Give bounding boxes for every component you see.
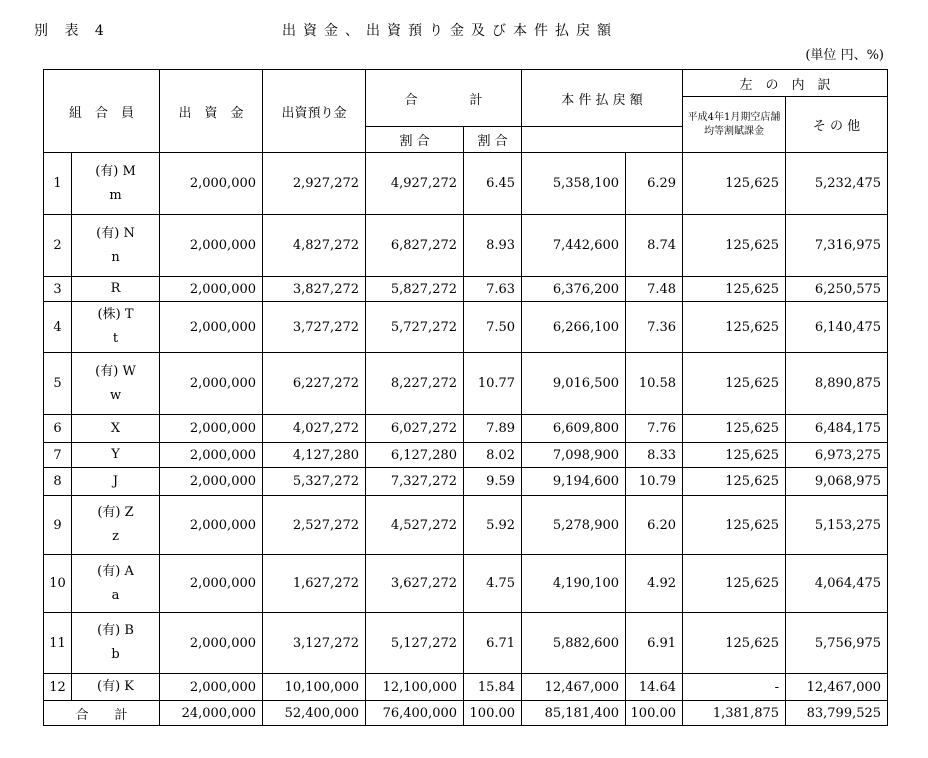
header-contribution: 出 資 金 xyxy=(160,70,263,153)
deposit-cell: 4,027,272 xyxy=(263,415,366,443)
total-ratio-cell: 9.59 xyxy=(464,468,522,496)
deposit-cell: 2,527,272 xyxy=(263,496,366,555)
contribution-cell: 2,000,000 xyxy=(160,496,263,555)
member-sub-letter: a xyxy=(111,587,120,603)
row-number: 12 xyxy=(44,674,72,701)
total-cell: 12,100,000 xyxy=(366,674,464,701)
refund-cell: 7,442,600 xyxy=(522,215,626,277)
table-row xyxy=(44,468,888,496)
totals-special-subsidy: 1,381,875 xyxy=(683,701,786,726)
table-row xyxy=(44,277,888,302)
row-number: 11 xyxy=(44,613,72,674)
header-special-subsidy: 平成4年1月期空店舗均等割賦課金 xyxy=(683,97,786,153)
refund-ratio-cell: 6.20 xyxy=(626,496,683,555)
totals-other: 83,799,525 xyxy=(786,701,888,726)
other-cell: 12,467,000 xyxy=(786,674,888,701)
refund-ratio-cell: 6.91 xyxy=(626,613,683,674)
member-letter: J xyxy=(112,473,119,489)
refund-ratio-cell: 7.76 xyxy=(626,415,683,443)
total-cell: 8,227,272 xyxy=(366,353,464,415)
member-name xyxy=(72,277,160,302)
member-sub-letter: w xyxy=(109,387,122,403)
total-ratio-cell: 7.50 xyxy=(464,302,522,353)
company-type: (有) xyxy=(97,623,121,638)
special-subsidy-cell: 125,625 xyxy=(683,555,786,613)
deposit-cell: 4,827,272 xyxy=(263,215,366,277)
other-cell: 5,232,475 xyxy=(786,153,888,215)
member-name xyxy=(72,613,160,674)
totals-refund-ratio: 100.00 xyxy=(626,701,683,726)
row-number: 7 xyxy=(44,443,72,468)
total-ratio-cell: 7.89 xyxy=(464,415,522,443)
member-letter: A xyxy=(124,563,134,579)
row-number: 4 xyxy=(44,302,72,353)
total-cell: 6,127,280 xyxy=(366,443,464,468)
member-letter: R xyxy=(110,281,121,296)
refund-cell: 12,467,000 xyxy=(522,674,626,701)
table-row xyxy=(44,215,888,277)
member-name xyxy=(72,153,160,215)
member-sub-letter: z xyxy=(112,529,119,544)
other-cell: 6,250,575 xyxy=(786,277,888,302)
total-ratio-cell: 10.77 xyxy=(464,353,522,415)
table-row xyxy=(44,674,888,701)
special-subsidy-cell: 125,625 xyxy=(683,415,786,443)
header-refund: 本 件 払 戻 額 xyxy=(522,70,683,127)
refund-ratio-cell: 6.29 xyxy=(626,153,683,215)
total-cell: 4,927,272 xyxy=(366,153,464,215)
company-type: (有) xyxy=(97,563,121,579)
deposit-cell: 10,100,000 xyxy=(263,674,366,701)
table-row xyxy=(44,302,888,353)
total-cell: 6,827,272 xyxy=(366,215,464,277)
unit-note: (単位 円、%) xyxy=(805,48,884,63)
refund-cell: 9,194,600 xyxy=(522,468,626,496)
header-refund-ratio: 割 合 xyxy=(464,127,522,153)
member-name xyxy=(72,215,160,277)
refund-cell: 6,609,800 xyxy=(522,415,626,443)
deposit-cell: 6,227,272 xyxy=(263,353,366,415)
refund-ratio-cell: 10.58 xyxy=(626,353,683,415)
other-cell: 7,316,975 xyxy=(786,215,888,277)
contribution-cell: 2,000,000 xyxy=(160,468,263,496)
other-cell: 6,973,275 xyxy=(786,443,888,468)
refund-ratio-cell: 8.74 xyxy=(626,215,683,277)
special-subsidy-cell: - xyxy=(683,674,786,701)
member-letter: N xyxy=(123,225,135,241)
totals-label: 合 計 xyxy=(44,701,160,726)
deposit-cell: 3,127,272 xyxy=(263,613,366,674)
deposit-cell: 2,927,272 xyxy=(263,153,366,215)
deposit-cell: 3,827,272 xyxy=(263,277,366,302)
contribution-cell: 2,000,000 xyxy=(160,443,263,468)
totals-deposit: 52,400,000 xyxy=(263,701,366,726)
header-breakdown: 左 の 内 訳 xyxy=(683,70,888,97)
refund-ratio-cell: 7.48 xyxy=(626,277,683,302)
special-subsidy-cell: 125,625 xyxy=(683,153,786,215)
company-type: (有) xyxy=(97,679,121,694)
refund-cell: 5,278,900 xyxy=(522,496,626,555)
special-subsidy-cell: 125,625 xyxy=(683,443,786,468)
company-type: (有) xyxy=(97,505,121,520)
member-letter: W xyxy=(122,363,136,379)
deposit-cell: 1,627,272 xyxy=(263,555,366,613)
header-other: そ の 他 xyxy=(786,97,888,153)
other-cell: 4,064,475 xyxy=(786,555,888,613)
total-cell: 5,727,272 xyxy=(366,302,464,353)
special-subsidy-cell: 125,625 xyxy=(683,215,786,277)
total-cell: 5,127,272 xyxy=(366,613,464,674)
refund-ratio-cell: 7.36 xyxy=(626,302,683,353)
other-cell: 5,756,975 xyxy=(786,613,888,674)
member-letter: T xyxy=(124,307,134,322)
member-name xyxy=(72,415,160,443)
contribution-cell: 2,000,000 xyxy=(160,555,263,613)
company-type: (株) xyxy=(97,307,121,322)
row-number: 6 xyxy=(44,415,72,443)
totals-total: 76,400,000 xyxy=(366,701,464,726)
deposit-cell: 4,127,280 xyxy=(263,443,366,468)
member-name xyxy=(72,555,160,613)
member-letter: B xyxy=(124,623,134,638)
member-letter: Y xyxy=(111,447,120,462)
special-subsidy-cell: 125,625 xyxy=(683,277,786,302)
other-cell: 6,484,175 xyxy=(786,415,888,443)
row-number: 5 xyxy=(44,353,72,415)
company-type: (有) xyxy=(96,225,120,241)
contribution-cell: 2,000,000 xyxy=(160,353,263,415)
table-row xyxy=(44,555,888,613)
row-number: 3 xyxy=(44,277,72,302)
refund-ratio-cell: 10.79 xyxy=(626,468,683,496)
deposit-cell: 3,727,272 xyxy=(263,302,366,353)
company-type: (有) xyxy=(95,363,119,379)
refund-ratio-cell: 4.92 xyxy=(626,555,683,613)
refund-ratio-cell: 8.33 xyxy=(626,443,683,468)
total-ratio-cell: 8.93 xyxy=(464,215,522,277)
total-cell: 3,627,272 xyxy=(366,555,464,613)
table-row xyxy=(44,496,888,555)
refund-cell: 5,882,600 xyxy=(522,613,626,674)
table-row xyxy=(44,613,888,674)
header-total: 合 計 xyxy=(366,70,522,127)
table-row xyxy=(44,415,888,443)
refund-ratio-cell: 14.64 xyxy=(626,674,683,701)
table-row xyxy=(44,353,888,415)
header-total-ratio: 割 合 xyxy=(366,127,464,153)
member-letter: X xyxy=(110,420,121,436)
row-number: 9 xyxy=(44,496,72,555)
header-member: 組 合 員 xyxy=(44,70,160,153)
refund-cell: 9,016,500 xyxy=(522,353,626,415)
total-ratio-cell: 15.84 xyxy=(464,674,522,701)
refund-cell: 7,098,900 xyxy=(522,443,626,468)
special-subsidy-cell: 125,625 xyxy=(683,302,786,353)
contribution-cell: 2,000,000 xyxy=(160,415,263,443)
row-number: 10 xyxy=(44,555,72,613)
contribution-cell: 2,000,000 xyxy=(160,153,263,215)
totals-row xyxy=(44,701,888,726)
total-ratio-cell: 4.75 xyxy=(464,555,522,613)
total-ratio-cell: 7.63 xyxy=(464,277,522,302)
page-title: 出資金、出資預り金及び本件払戻額 xyxy=(282,23,618,39)
member-letter: K xyxy=(124,679,135,694)
total-cell: 7,327,272 xyxy=(366,468,464,496)
member-sub-letter: t xyxy=(112,331,119,346)
deposit-cell: 5,327,272 xyxy=(263,468,366,496)
other-cell: 5,153,275 xyxy=(786,496,888,555)
refund-table xyxy=(43,69,888,726)
totals-total-ratio: 100.00 xyxy=(464,701,522,726)
appendix-label: 別 表 4 xyxy=(34,23,110,39)
totals-contribution: 24,000,000 xyxy=(160,701,263,726)
header-deposit: 出資預り金 xyxy=(263,70,366,153)
refund-cell: 4,190,100 xyxy=(522,555,626,613)
refund-cell: 6,376,200 xyxy=(522,277,626,302)
refund-cell: 6,266,100 xyxy=(522,302,626,353)
special-subsidy-cell: 125,625 xyxy=(683,468,786,496)
member-name xyxy=(72,302,160,353)
other-cell: 8,890,875 xyxy=(786,353,888,415)
contribution-cell: 2,000,000 xyxy=(160,277,263,302)
total-ratio-cell: 8.02 xyxy=(464,443,522,468)
member-sub-letter: n xyxy=(111,249,120,265)
row-number: 8 xyxy=(44,468,72,496)
total-ratio-cell: 5.92 xyxy=(464,496,522,555)
contribution-cell: 2,000,000 xyxy=(160,674,263,701)
other-cell: 9,068,975 xyxy=(786,468,888,496)
total-ratio-cell: 6.71 xyxy=(464,613,522,674)
other-cell: 6,140,475 xyxy=(786,302,888,353)
total-cell: 4,527,272 xyxy=(366,496,464,555)
member-sub-letter: m xyxy=(109,187,122,203)
total-ratio-cell: 6.45 xyxy=(464,153,522,215)
special-subsidy-cell: 125,625 xyxy=(683,353,786,415)
member-letter: M xyxy=(122,163,136,179)
row-number: 1 xyxy=(44,153,72,215)
member-name xyxy=(72,443,160,468)
row-number: 2 xyxy=(44,215,72,277)
total-cell: 5,827,272 xyxy=(366,277,464,302)
member-name xyxy=(72,468,160,496)
special-subsidy-cell: 125,625 xyxy=(683,496,786,555)
contribution-cell: 2,000,000 xyxy=(160,613,263,674)
member-letter: Z xyxy=(124,505,134,520)
member-name xyxy=(72,674,160,701)
contribution-cell: 2,000,000 xyxy=(160,302,263,353)
total-cell: 6,027,272 xyxy=(366,415,464,443)
member-name xyxy=(72,353,160,415)
refund-cell: 5,358,100 xyxy=(522,153,626,215)
company-type: (有) xyxy=(95,163,119,179)
special-subsidy-cell: 125,625 xyxy=(683,613,786,674)
table-row xyxy=(44,153,888,215)
totals-refund: 85,181,400 xyxy=(522,701,626,726)
contribution-cell: 2,000,000 xyxy=(160,215,263,277)
member-sub-letter: b xyxy=(111,647,120,662)
table-row xyxy=(44,443,888,468)
member-name xyxy=(72,496,160,555)
